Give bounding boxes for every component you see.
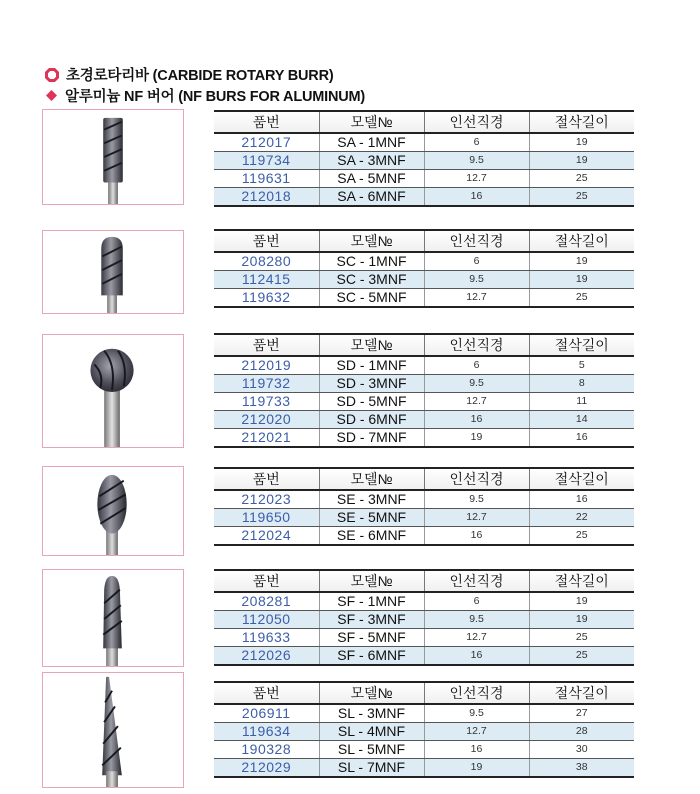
model-number: SA - 6MNF [319,188,424,207]
part-number: 119632 [214,289,319,308]
cutting-length: 25 [529,527,634,546]
model-number: SL - 4MNF [319,723,424,741]
cutting-length: 8 [529,375,634,393]
model-number: SE - 6MNF [319,527,424,546]
part-number: 212021 [214,429,319,448]
cutting-diameter: 12.7 [424,629,529,647]
cutting-diameter: 9.5 [424,611,529,629]
model-number: SF - 6MNF [319,647,424,666]
col-header-diameter: 인선직경 [424,334,529,356]
cutting-diameter: 16 [424,527,529,546]
cutting-length: 19 [529,611,634,629]
cutting-diameter: 16 [424,741,529,759]
cutting-length: 11 [529,393,634,411]
model-number: SA - 1MNF [319,133,424,152]
col-header-model: 모델№ [319,468,424,490]
table-row [214,411,634,429]
cutting-length: 5 [529,356,634,375]
part-number: 212018 [214,188,319,207]
burr-image-ball [42,334,184,448]
model-number: SA - 5MNF [319,170,424,188]
col-header-part-no: 품번 [214,570,319,592]
col-header-part-no: 품번 [214,334,319,356]
col-header-length: 절삭길이 [529,230,634,252]
part-number: 212026 [214,647,319,666]
col-header-model: 모델№ [319,682,424,704]
part-number: 119650 [214,509,319,527]
table-row [214,429,634,448]
burr-image-cylinder [42,109,184,205]
burr-image-tree [42,569,184,667]
table-row [214,393,634,411]
table-row [214,704,634,723]
cutting-length: 19 [529,271,634,289]
cutting-diameter: 9.5 [424,271,529,289]
burr-image-cylinder-radius [42,230,184,314]
cutting-length: 28 [529,723,634,741]
cutting-diameter: 16 [424,188,529,207]
table-row [214,170,634,188]
ball-burr-icon [43,335,183,447]
table-row [214,271,634,289]
spec-table-se [214,467,634,546]
table-row [214,629,634,647]
part-number: 112415 [214,271,319,289]
table-row [214,152,634,170]
cutting-diameter: 12.7 [424,509,529,527]
col-header-diameter: 인선직경 [424,468,529,490]
cutting-diameter: 9.5 [424,490,529,509]
part-number: 119633 [214,629,319,647]
part-number: 212020 [214,411,319,429]
cutting-diameter: 9.5 [424,375,529,393]
cutting-diameter: 6 [424,133,529,152]
part-number: 206911 [214,704,319,723]
col-header-length: 절삭길이 [529,468,634,490]
cutting-diameter: 6 [424,356,529,375]
cutting-diameter: 12.7 [424,393,529,411]
section-subtitle-row [44,85,365,106]
model-number: SF - 1MNF [319,592,424,611]
part-number: 190328 [214,741,319,759]
table-row [214,490,634,509]
model-number: SF - 5MNF [319,629,424,647]
part-number: 119733 [214,393,319,411]
table-row [214,289,634,308]
table-row [214,252,634,271]
part-number: 212029 [214,759,319,778]
cutting-length: 25 [529,629,634,647]
col-header-length: 절삭길이 [529,570,634,592]
cutting-diameter: 12.7 [424,170,529,188]
model-number: SC - 5MNF [319,289,424,308]
table-row [214,759,634,778]
section-subtitle: 알루미늄 NF 버어 (NF BURS FOR ALUMINUM) [65,89,366,105]
model-number: SE - 5MNF [319,509,424,527]
model-number: SD - 7MNF [319,429,424,448]
cutting-diameter: 16 [424,411,529,429]
model-number: SD - 6MNF [319,411,424,429]
tree-burr-icon [43,570,183,666]
col-header-diameter: 인선직경 [424,682,529,704]
catalog-title-row [44,64,333,85]
part-number: 212024 [214,527,319,546]
catalog-title: 초경로타리바 (CARBIDE ROTARY BURR) [66,68,334,84]
table-row [214,188,634,207]
cylinder-burr-icon [43,110,183,204]
spec-table-sa [214,110,634,207]
table-row [214,527,634,546]
model-number: SC - 1MNF [319,252,424,271]
cutting-length: 38 [529,759,634,778]
table-row [214,375,634,393]
cutting-diameter: 16 [424,647,529,666]
table-row [214,356,634,375]
col-header-length: 절삭길이 [529,682,634,704]
octagon-icon [44,67,60,83]
col-header-part-no: 품번 [214,682,319,704]
table-row [214,647,634,666]
part-number: 212017 [214,133,319,152]
cutting-length: 25 [529,647,634,666]
part-number: 119631 [214,170,319,188]
cutting-length: 16 [529,490,634,509]
col-header-diameter: 인선직경 [424,570,529,592]
table-row [214,509,634,527]
cutting-diameter: 9.5 [424,704,529,723]
model-number: SE - 3MNF [319,490,424,509]
cutting-length: 19 [529,252,634,271]
col-header-part-no: 품번 [214,230,319,252]
part-number: 112050 [214,611,319,629]
oval-burr-icon [43,467,183,555]
cutting-length: 19 [529,133,634,152]
table-row [214,741,634,759]
part-number: 119732 [214,375,319,393]
cutting-diameter: 9.5 [424,152,529,170]
col-header-model: 모델№ [319,570,424,592]
col-header-part-no: 품번 [214,468,319,490]
cutting-diameter: 12.7 [424,289,529,308]
cutting-length: 25 [529,188,634,207]
model-number: SD - 5MNF [319,393,424,411]
part-number: 119734 [214,152,319,170]
part-number: 212019 [214,356,319,375]
model-number: SD - 3MNF [319,375,424,393]
taper-burr-icon [43,673,183,787]
burr-image-taper [42,672,184,788]
cutting-diameter: 19 [424,429,529,448]
cylinder-radius-burr-icon [43,231,183,313]
col-header-model: 모델№ [319,334,424,356]
cutting-length: 16 [529,429,634,448]
col-header-diameter: 인선직경 [424,111,529,133]
spec-table-sl [214,681,634,778]
col-header-length: 절삭길이 [529,334,634,356]
cutting-diameter: 6 [424,592,529,611]
col-header-diameter: 인선직경 [424,230,529,252]
model-number: SL - 7MNF [319,759,424,778]
model-number: SC - 3MNF [319,271,424,289]
model-number: SA - 3MNF [319,152,424,170]
cutting-length: 19 [529,152,634,170]
spec-table-sd [214,333,634,448]
model-number: SL - 5MNF [319,741,424,759]
part-number: 119634 [214,723,319,741]
table-row [214,133,634,152]
cutting-length: 30 [529,741,634,759]
cutting-length: 27 [529,704,634,723]
col-header-length: 절삭길이 [529,111,634,133]
cutting-length: 19 [529,592,634,611]
cutting-diameter: 19 [424,759,529,778]
part-number: 208281 [214,592,319,611]
table-row [214,723,634,741]
cutting-diameter: 6 [424,252,529,271]
col-header-part-no: 품번 [214,111,319,133]
model-number: SF - 3MNF [319,611,424,629]
cutting-length: 22 [529,509,634,527]
table-row [214,592,634,611]
model-number: SL - 3MNF [319,704,424,723]
table-row [214,611,634,629]
col-header-model: 모델№ [319,230,424,252]
col-header-model: 모델№ [319,111,424,133]
spec-table-sf [214,569,634,666]
cutting-diameter: 12.7 [424,723,529,741]
part-number: 208280 [214,252,319,271]
part-number: 212023 [214,490,319,509]
cutting-length: 25 [529,289,634,308]
cutting-length: 25 [529,170,634,188]
cutting-length: 14 [529,411,634,429]
spec-table-sc [214,229,634,308]
burr-image-oval [42,466,184,556]
model-number: SD - 1MNF [319,356,424,375]
diamond-bullet-icon [46,90,57,101]
